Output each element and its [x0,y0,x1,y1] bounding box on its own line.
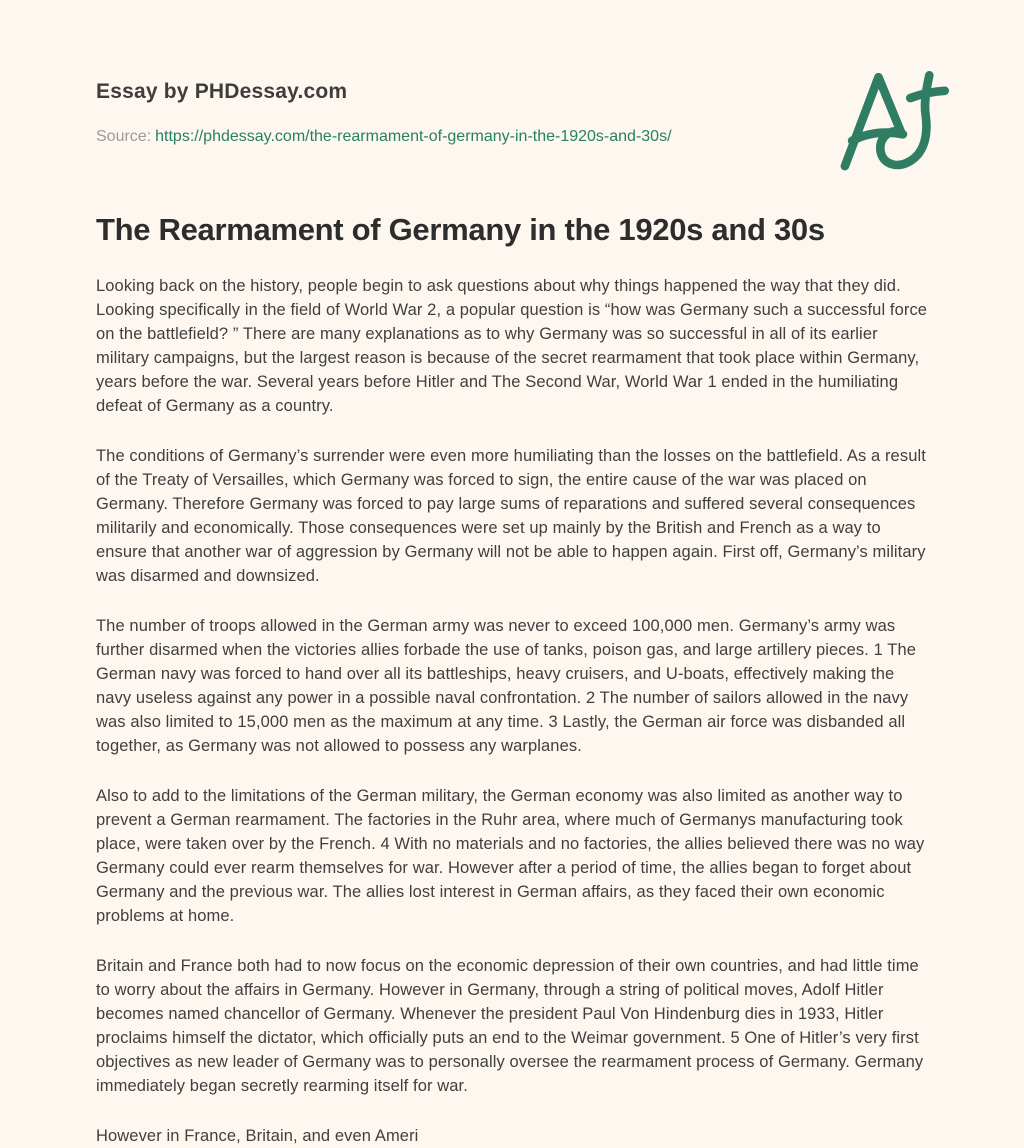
essay-paragraph: Looking back on the history, people begin to ask questions about why things happened the way that they did. Looking specifically in the field of World War 2, a popular question is “how was Germany such a successful force on the battlefield? ” There are many explanations as to why Germany was so successful in all of its earlier military campaigns, but the largest reason is because of the secret rearmament that took place within Germany, years before the war. Several years before Hitler and The Second War, World War 1 ended in the humiliating defeat of Germany as a country. [96,277,928,415]
essay-paragraph: Also to add to the limitations of the German military, the German economy was also limited as another way to prevent a German rearmament. The factories in the Ruhr area, where much of Germanys manufacturing took place, were taken over by the French. 4 With no materials and no factories, the allies believed there was no way Germany could ever rearm themselves for war. However after a period of time, the allies began to forget about Germany and the previous war. The allies lost interest in German affairs, as they faced their own economic problems at home. [96,787,925,925]
article-body [96,274,928,1148]
page-title: The Rearmament of Germany in the 1920s and 30s [96,212,825,247]
brand-title: Essay by PHDessay.com [96,80,348,103]
essay-paragraph: However in France, Britain, and even Ameri [96,1127,419,1145]
source-url-link[interactable]: https://phdessay.com/the-rearmament-of-germany-in-the-1920s-and-30s/ [155,128,672,145]
essay-paragraph: The number of troops allowed in the German army was never to exceed 100,000 men. Germany’s army was further disarmed when the victories allies forbade the use of tanks, poison gas, and large artillery pieces. 1 The German navy was forced to hand over all its battleships, heavy cruisers, and U-boats, effectively making the navy useless against any power in a possible naval confrontation. 2 The number of sailors allowed in the navy was also limited to 15,000 men as the maximum at any time. 3 Lastly, the German air force was disbanded all together, as Germany was not allowed to possess any warplanes. [96,617,917,755]
page-header [96,78,928,104]
source-label: Source: [96,128,152,145]
source-line [96,128,928,146]
essay-paragraph: The conditions of Germany’s surrender were even more humiliating than the losses on the battlefield. As a result of the Treaty of Versailles, which Germany was forced to sign, the entire cause of the war was placed on Germany. Therefore Germany was forced to pay large sums of reparations and suffered several consequences militarily and economically. Those consequences were set up mainly by the British and French as a way to ensure that another war of aggression by Germany will not be able to happen again. First off, Germany’s military was disarmed and downsized. [96,447,926,585]
a-plus-logo-icon [834,62,952,174]
essay-paragraph: Britain and France both had to now focus on the economic depression of their own countries, and had little time to worry about the affairs in Germany. However in Germany, through a string of political moves, Adolf Hitler becomes named chancellor of Germany. Whenever the president Paul Von Hindenburg dies in 1933, Hitler proclaims himself the dictator, which officially puts an end to the Weimar government. 5 One of Hitler’s very first objectives as new leader of Germany was to personally oversee the rearmament process of Germany. Germany immediately began secretly rearming itself for war. [96,957,924,1095]
